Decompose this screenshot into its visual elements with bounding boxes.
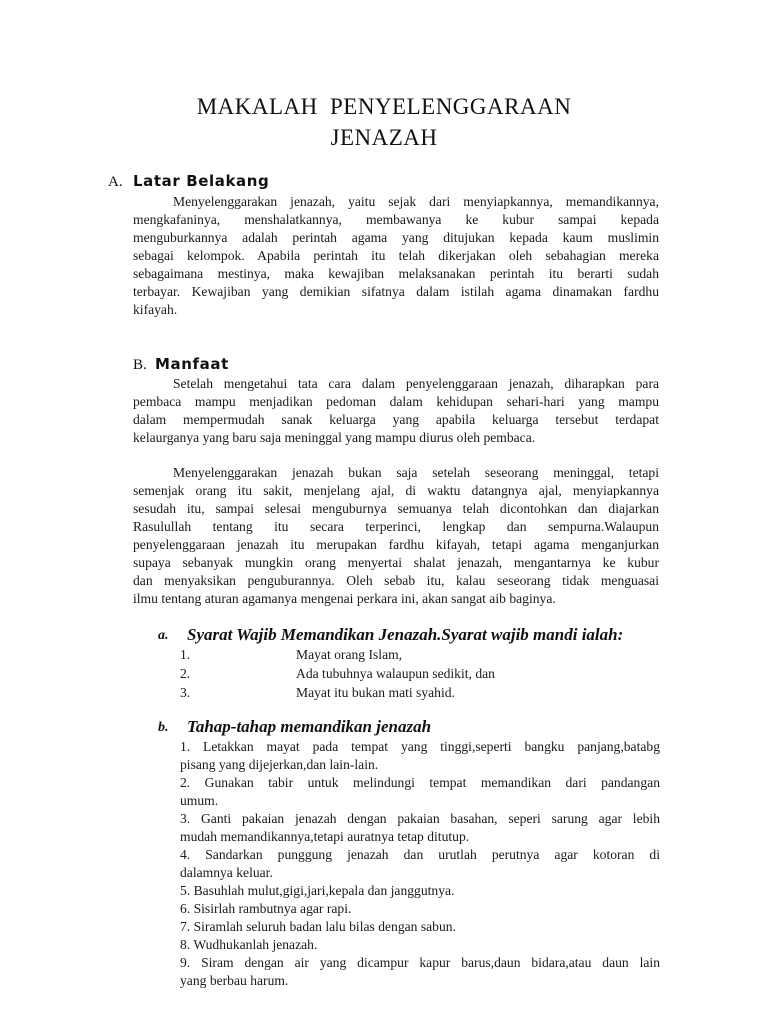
syarat-list [180,645,660,702]
step-item [180,954,660,990]
page-title-line-2: JENAZAH [330,125,438,150]
step-line: 2. Gunakan tabir untuk melindungi tempat memandikan dari pandangan [180,775,660,790]
list-item-number: 1. [180,647,191,662]
list-item-text: Mayat itu bukan mati syahid. [296,685,455,700]
paragraph-line: sebagai kelompok. Apabila perintah itu telah dikerjakan oleh sebahagian mereka [133,248,659,263]
step-line: 9. Siram dengan air yang dicampur kapur barus,daun bidara,atau daun lain [180,955,660,970]
paragraph-line: kifayah. [133,302,178,317]
section-b-paragraph-1 [133,375,659,447]
paragraph-line: terbayar. Kewajiban yang demikian sifatnya dalam istilah agama dinamakan fardhu [133,284,659,299]
page-title-line-1: MAKALAH PENYELENGGARAAN [196,94,572,119]
paragraph-line: kelaurganya yang baru saja meninggal yang mampu diurus oleh pembaca. [133,430,536,445]
step-line: umum. [180,793,219,808]
section-b-heading: Manfaat [155,355,229,373]
step-item [180,936,660,954]
step-item [180,918,660,936]
section-a-paragraph [133,193,659,319]
paragraph-line: ilmu tentang aturan agamanya mengenai perkara ini, akan sangat aib baginya. [133,591,556,606]
list-item-text: Mayat orang Islam, [296,647,403,662]
subsection-a-heading: Syarat Wajib Memandikan Jenazah.Syarat wajib mandi ialah: [187,625,624,644]
steps-list [180,738,660,990]
step-line: 6. Sisirlah rambutnya agar rapi. [180,901,352,916]
list-item-text: Ada tubuhnya walaupun sedikit, dan [296,666,495,681]
step-line: dalamnya keluar. [180,865,273,880]
section-a-letter: A. [108,174,123,190]
paragraph-line: dan menyaksikan penguburannya. Oleh sebab itu, kalau seseorang tidak menguasai [133,573,659,588]
step-item [180,774,660,810]
step-item [180,846,660,882]
paragraph-line: pembaca mampu menjadikan pedoman dalam kehidupan sehari-hari yang mampu [133,394,659,409]
paragraph-line: semenjak orang itu sakit, menjelang ajal, di waktu datangnya ajal, menyiapkannya [133,483,659,498]
step-line: 7. Siramlah seluruh badan lalu bilas dengan sabun. [180,919,456,934]
step-line: 1. Letakkan mayat pada tempat yang tinggi,seperti bangku panjang,batabg [180,739,660,754]
list-item [180,683,660,702]
list-item [180,664,660,683]
step-item [180,810,660,846]
list-item [180,645,660,664]
step-line: mudah memandikannya,tetapi auratnya tetap ditutup. [180,829,470,844]
paragraph-line: Menyelenggarakan jenazah, yaitu sejak dari menyiapkannya, memandikannya, [173,194,659,209]
step-item [180,900,660,918]
step-item [180,882,660,900]
list-item-number: 3. [180,685,191,700]
section-b-letter: B. [133,357,147,373]
section-b-paragraph-2 [133,464,659,608]
subsection-a-letter: a. [158,628,169,643]
step-line: 3. Ganti pakaian jenazah dengan pakaian basahan, seperi sarung agar lebih [180,811,660,826]
step-line: yang berbau harum. [180,973,289,988]
paragraph-line: mengkafaninya, menshalatkannya, membawanya ke kubur sampai kepada [133,212,659,227]
paragraph-line: penyelenggaraan jenazah itu merupakan fardhu kifayah, tetapi agama menganjurkan [133,537,659,552]
paragraph-line: menguburkannya adalah perintah agama yang ditujukan kepada kaum muslimin [133,230,659,245]
list-item-number: 2. [180,666,191,681]
paragraph-line: Rasulullah tentang itu secara terperinci, lengkap dan sempurna.Walaupun [133,519,659,534]
paragraph-line: sebagaimana mestinya, maka kewajiban melaksanakan perintah itu berarti sudah [133,266,659,281]
subsection-b-heading: Tahap-tahap memandikan jenazah [187,717,432,736]
paragraph-line: Setelah mengetahui tata cara dalam penyelenggaraan jenazah, diharapkan para [173,376,659,391]
step-line: 8. Wudhukanlah jenazah. [180,937,318,952]
step-line: 4. Sandarkan punggung jenazah dan urutlah perutnya agar kotoran di [180,847,660,862]
section-a-heading: Latar Belakang [133,172,270,190]
step-item [180,738,660,774]
step-line: 5. Basuhlah mulut,gigi,jari,kepala dan janggutnya. [180,883,455,898]
subsection-b-letter: b. [158,720,169,735]
step-line: pisang yang dijejerkan,dan lain-lain. [180,757,379,772]
paragraph-line: Menyelenggarakan jenazah bukan saja setelah seseorang meninggal, tetapi [173,465,659,480]
paragraph-line: supaya sebanyak mungkin orang menyertai shalat jenazah, mengantarnya ke kubur [133,555,659,570]
paragraph-line: sesudah itu, sampai selesai menguburnya semuanya telah dicontohkan dan diajarkan [133,501,659,516]
paragraph-line: dalam mempermudah sanak keluarga yang apabila keluarga tersebut terdapat [133,412,659,427]
